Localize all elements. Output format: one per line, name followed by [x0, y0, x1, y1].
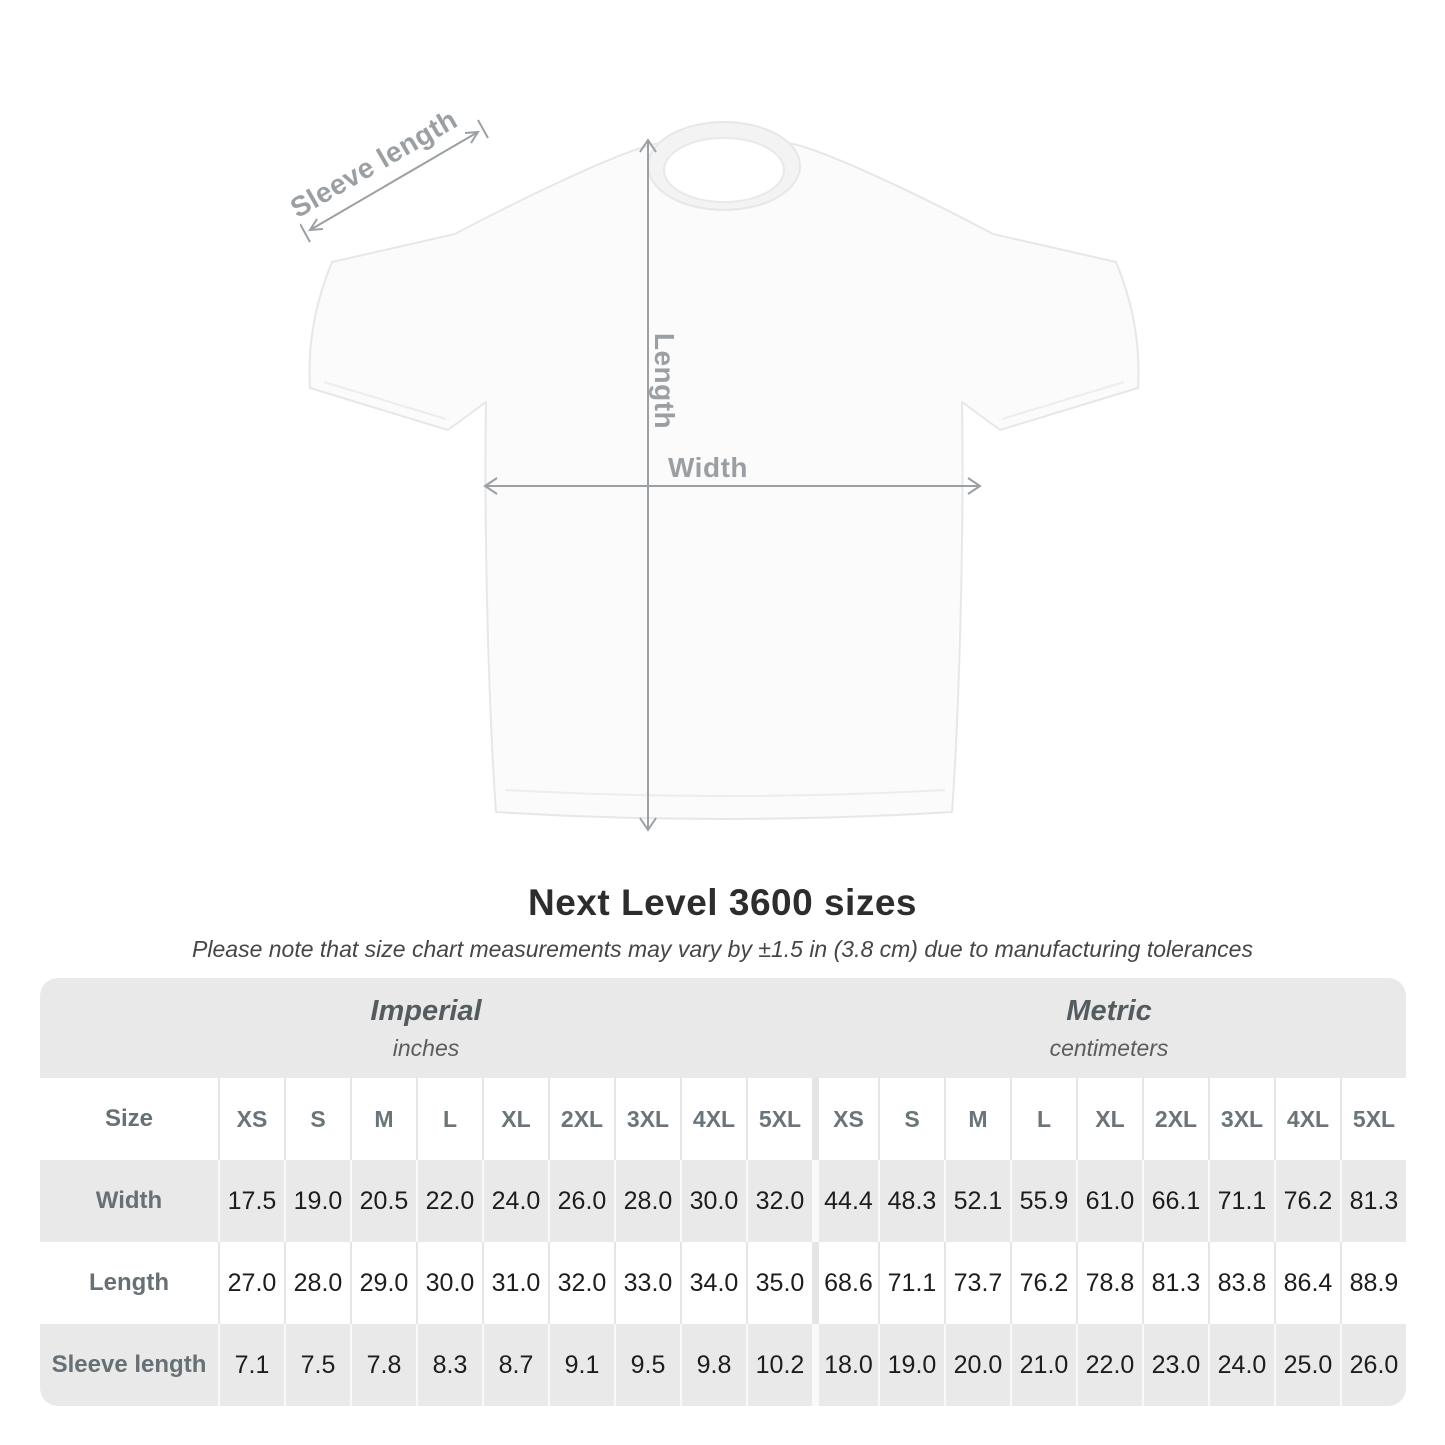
table-cell: 25.0	[1274, 1324, 1340, 1406]
row-label: Width	[95, 1187, 163, 1214]
table-cell: 22.0	[1076, 1324, 1142, 1406]
table-cell: 55.9	[1010, 1160, 1076, 1242]
table-cell: 8.3	[416, 1324, 482, 1406]
table-cell: 7.1	[218, 1324, 284, 1406]
size-column-header: XL	[482, 1078, 548, 1160]
size-chart-table	[40, 978, 1406, 1406]
metric-subtitle: centimeters	[1049, 1034, 1169, 1061]
table-cell: 33.0	[614, 1242, 680, 1324]
table-cell: 28.0	[614, 1160, 680, 1242]
table-cell: 31.0	[482, 1242, 548, 1324]
units-header-band	[40, 978, 1406, 1078]
size-column-header: L	[416, 1078, 482, 1160]
table-cell: 7.5	[284, 1324, 350, 1406]
page-title: Next Level 3600 sizes	[528, 882, 917, 923]
table-cell: 27.0	[218, 1242, 284, 1324]
imperial-header	[40, 978, 812, 1078]
table-cell: 9.1	[548, 1324, 614, 1406]
table-header-row	[40, 1078, 1406, 1160]
table-cell: 26.0	[1340, 1324, 1406, 1406]
size-column-header: XS	[812, 1078, 878, 1160]
table-cell: 32.0	[746, 1160, 812, 1242]
size-column-header: XS	[218, 1078, 284, 1160]
table-cell: 20.0	[944, 1324, 1010, 1406]
tshirt-size-diagram	[285, 100, 1145, 862]
title-block	[0, 882, 1445, 963]
table-cell: 22.0	[416, 1160, 482, 1242]
table-cell: 88.9	[1340, 1242, 1406, 1324]
table-cell: 20.5	[350, 1160, 416, 1242]
table-cell: 83.8	[1208, 1242, 1274, 1324]
table-cell: 52.1	[944, 1160, 1010, 1242]
table-cell: 66.1	[1142, 1160, 1208, 1242]
row-label: Length	[89, 1269, 169, 1296]
table-cell: 81.3	[1340, 1160, 1406, 1242]
table-cell: 9.8	[680, 1324, 746, 1406]
table-cell: 24.0	[1208, 1324, 1274, 1406]
table-row	[40, 1160, 1406, 1242]
table-cell: 21.0	[1010, 1324, 1076, 1406]
size-column-header: 5XL	[746, 1078, 812, 1160]
table-cell: 86.4	[1274, 1242, 1340, 1324]
size-column-header: M	[350, 1078, 416, 1160]
table-cell: 30.0	[680, 1160, 746, 1242]
table-cell: 71.1	[878, 1242, 944, 1324]
table-cell: 28.0	[284, 1242, 350, 1324]
table-cell: 8.7	[482, 1324, 548, 1406]
collar-opening	[664, 138, 784, 202]
length-label: Length	[649, 332, 680, 430]
table-cell: 23.0	[1142, 1324, 1208, 1406]
table-cell: 78.8	[1076, 1242, 1142, 1324]
table-cell: 10.2	[746, 1324, 812, 1406]
table-cell: 26.0	[548, 1160, 614, 1242]
size-column-header: S	[284, 1078, 350, 1160]
row-label: Sleeve length	[51, 1351, 207, 1378]
table-cell: 48.3	[878, 1160, 944, 1242]
metric-header	[812, 978, 1406, 1078]
table-cell: 44.4	[812, 1160, 878, 1242]
size-column-header: 5XL	[1340, 1078, 1406, 1160]
table-cell: 81.3	[1142, 1242, 1208, 1324]
table-cell: 18.0	[812, 1324, 878, 1406]
table-row	[40, 1324, 1406, 1406]
size-column-header: XL	[1076, 1078, 1142, 1160]
table-cell: 73.7	[944, 1242, 1010, 1324]
width-label: Width	[668, 452, 748, 483]
table-cell: 76.2	[1274, 1160, 1340, 1242]
metric-title: Metric	[1066, 994, 1152, 1027]
imperial-subtitle: inches	[392, 1034, 460, 1061]
size-column-header: 3XL	[614, 1078, 680, 1160]
table-row	[40, 1242, 1406, 1324]
table-cell: 35.0	[746, 1242, 812, 1324]
size-column-header: 3XL	[1208, 1078, 1274, 1160]
table-cell: 29.0	[350, 1242, 416, 1324]
table-cell: 61.0	[1076, 1160, 1142, 1242]
size-column-header: L	[1010, 1078, 1076, 1160]
table-cell: 34.0	[680, 1242, 746, 1324]
size-column-header: S	[878, 1078, 944, 1160]
table-cell: 9.5	[614, 1324, 680, 1406]
table-cell: 71.1	[1208, 1160, 1274, 1242]
table-cell: 76.2	[1010, 1242, 1076, 1324]
table-cell: 68.6	[812, 1242, 878, 1324]
table-cell: 7.8	[350, 1324, 416, 1406]
table-cell: 19.0	[878, 1324, 944, 1406]
table-cell: 30.0	[416, 1242, 482, 1324]
sleeve-length-label: Sleeve length	[285, 103, 463, 224]
table-cell: 17.5	[218, 1160, 284, 1242]
row-label-size: Size	[104, 1105, 154, 1132]
tolerance-note: Please note that size chart measurements may vary by ±1.5 in (3.8 cm) due to manufacturing tolerances	[192, 936, 1253, 962]
size-column-header: 4XL	[1274, 1078, 1340, 1160]
size-column-header: 4XL	[680, 1078, 746, 1160]
size-column-header: 2XL	[548, 1078, 614, 1160]
table-cell: 19.0	[284, 1160, 350, 1242]
imperial-title: Imperial	[370, 994, 482, 1027]
table-cell: 32.0	[548, 1242, 614, 1324]
size-column-header: M	[944, 1078, 1010, 1160]
size-column-header: 2XL	[1142, 1078, 1208, 1160]
table-cell: 24.0	[482, 1160, 548, 1242]
